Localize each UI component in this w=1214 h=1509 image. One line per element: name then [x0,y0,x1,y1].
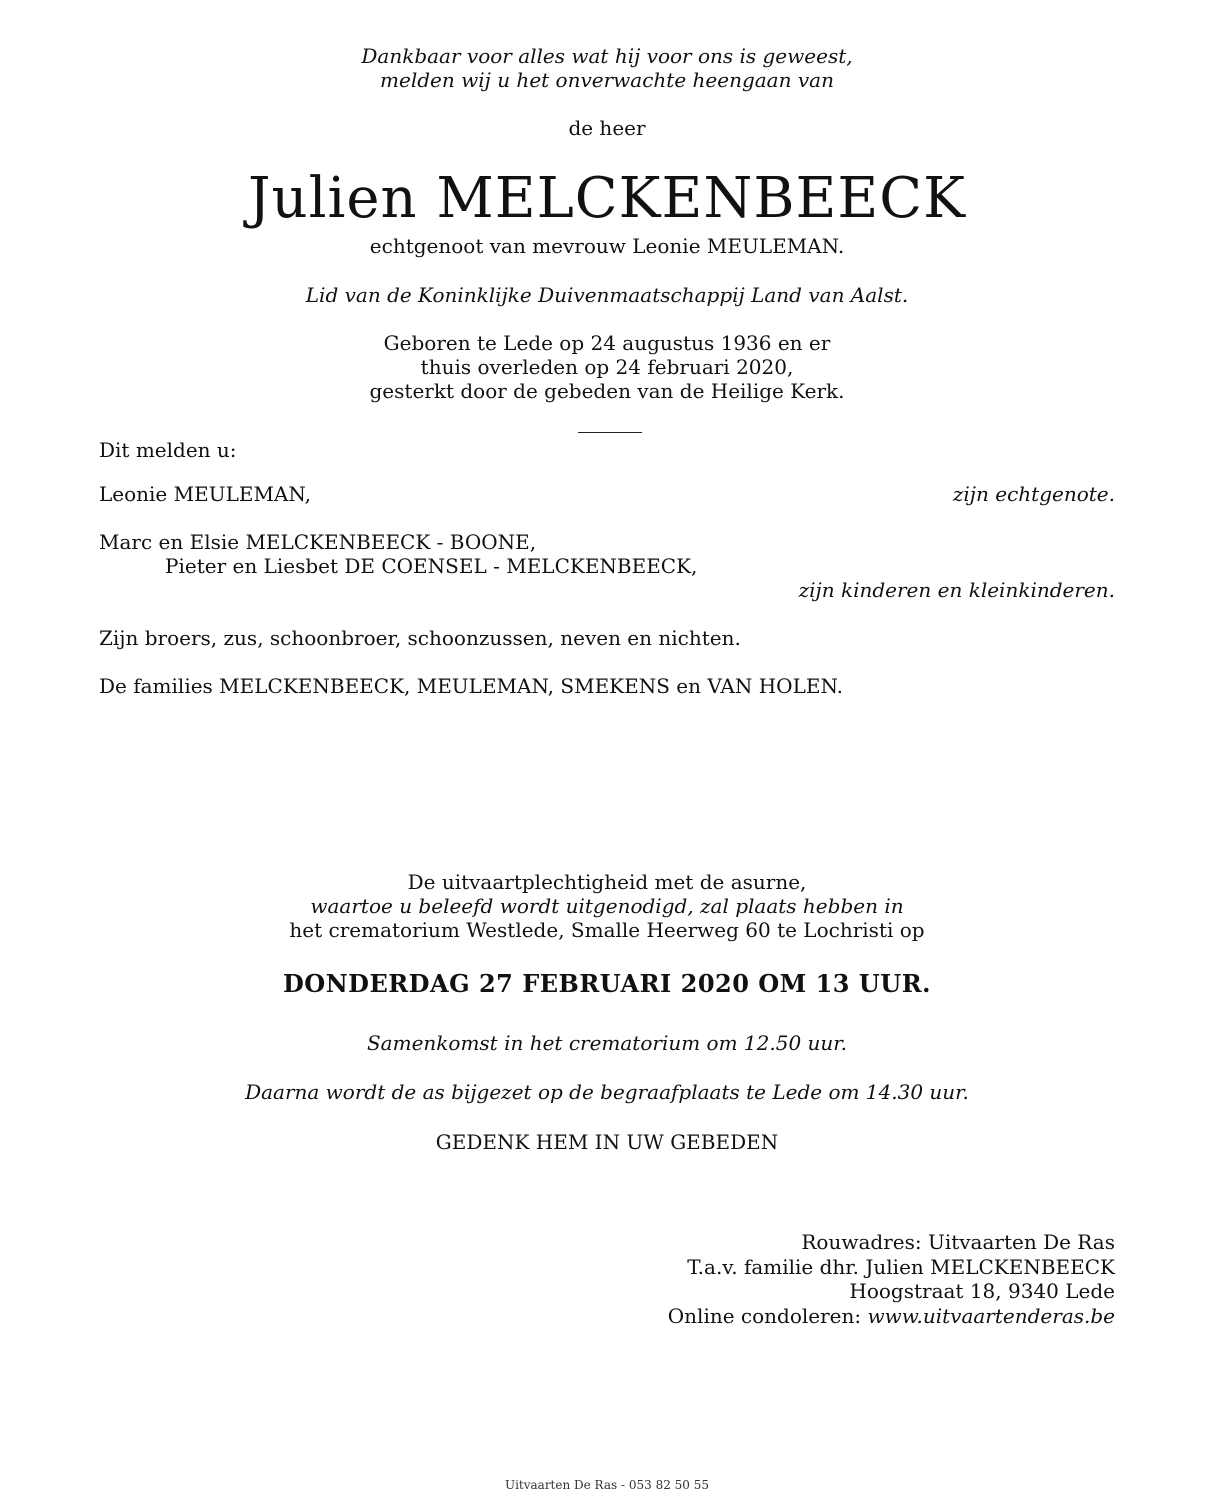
children-relation: zijn kinderen en kleinkinderen. [798,578,1115,602]
ceremony-date: DONDERDAG 27 FEBRUARI 2020 OM 13 UUR. [282,969,932,998]
intro-text [0,44,1214,92]
salutation: de heer [568,116,646,140]
condolence-link[interactable]: www.uitvaartenderas.be [867,1303,1115,1328]
membership-line: Lid van de Koninklijke Duivenmaatschappij Land van Aalst. [305,283,909,307]
footer: Uitvaarten De Ras - 053 82 50 55 [504,1478,710,1492]
spouse-name: Leonie MEULEMAN, [99,482,311,506]
birth-death-text [0,331,1214,403]
deceased-name: Julien MELCKENBEECK [248,166,966,231]
ceremony-line-2: waartoe u beleefd wordt uitgenodigd, zal plaats hebben in [310,894,904,918]
contact-line-2: T.a.v. familie dhr. Julien MELCKENBEECK [687,1254,1115,1279]
prayer-line: GEDENK HEM IN UW GEBEDEN [435,1130,779,1154]
gathering-line: Samenkomst in het crematorium om 12.50 uur. [366,1031,848,1055]
ceremony-text [0,870,1214,942]
contact-line-1: Rouwadres: Uitvaarten De Ras [801,1230,1115,1254]
intro-line-1: Dankbaar voor alles wat hij voor ons is geweest, [361,44,853,68]
ceremony-line-1: De uitvaartplechtigheid met de asurne, [407,870,807,894]
birth-death-line-3: gesterkt door de gebeden van de Heilige Kerk. [369,379,845,403]
relatives-line: Zijn broers, zus, schoonbroer, schoonzussen, neven en nichten. [99,626,741,650]
families-line: De families MELCKENBEECK, MEULEMAN, SMEKENS en VAN HOLEN. [99,674,844,698]
burial-line: Daarna wordt de as bijgezet op de begraafplaats te Lede om 14.30 uur. [245,1080,969,1104]
ceremony-line-3: het crematorium Westlede, Smalle Heerweg 60 te Lochristi op [289,918,925,942]
birth-death-line-2: thuis overleden op 24 februari 2020, [420,355,794,379]
spouse-relation: zijn echtgenote. [952,482,1115,506]
announcers-heading: Dit melden u: [99,438,237,462]
divider-line [578,432,642,433]
birth-death-line-1: Geboren te Lede op 24 augustus 1936 en er [383,331,831,355]
condolence-label: Online condoleren: [667,1303,868,1328]
intro-line-2: melden wij u het onverwachte heengaan van [380,68,834,92]
contact-line-4 [668,1304,1115,1329]
contact-line-3: Hoogstraat 18, 9340 Lede [849,1279,1115,1303]
spouse-line: echtgenoot van mevrouw Leonie MEULEMAN. [369,234,845,258]
children-line-2: Pieter en Liesbet DE COENSEL - MELCKENBEECK, [165,554,698,578]
children-line-1: Marc en Elsie MELCKENBEECK - BOONE, [99,530,537,554]
contact-address [668,1230,1115,1328]
